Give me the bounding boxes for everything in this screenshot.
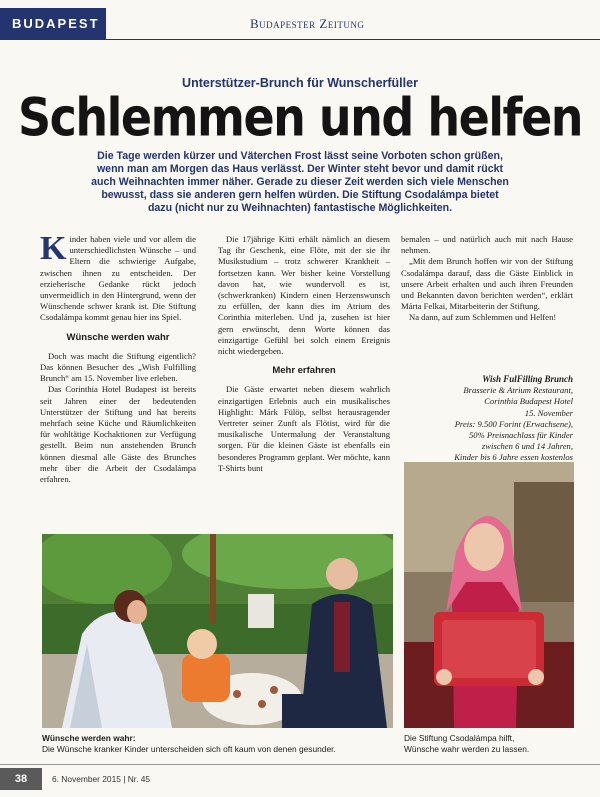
article-column-1	[40, 230, 196, 485]
caption-text: Die Wünsche kranker Kinder unterscheiden sich oft kaum von denen gesunder.	[42, 743, 336, 754]
paragraph: Doch was macht die Stiftung eigentlich? Das können Besucher des „Wish Fulfilling Brunch“ am 15. November live erleben.	[40, 350, 196, 384]
photo-girl-illustration	[404, 462, 574, 728]
photo-caption-1	[42, 733, 392, 754]
article-headline: Schlemmen und helfen	[17, 86, 583, 149]
paragraph: Die 17jährige Kitti erhält nämlich an diesem Tag ihr Geschenk, eine Flöte, mit der sie ihr Musikstudium – trotz schwerer Krankheit – fortsetzen kann. Wer bisher keine Vorstellung davon hat, wie wundervoll es ist, (schwerkranken) Kindern einen Herzenswunsch zu erfüllen, der kann dies im Atrium des Corinthia miterleben. Und ja, zusehen ist hier gern erwünscht, denn Worte können das einzigartige Gefühl bei solch einem Ereignis nicht wiedergeben.	[218, 234, 390, 357]
article-kicker: Unterstützer-Brunch für Wunscherfüller	[182, 76, 418, 90]
event-hotel: Corinthia Budapest Hotel	[484, 396, 573, 407]
subheading: Mehr erfahren	[272, 365, 336, 377]
newspaper-name: Budapester Zeitung	[250, 16, 365, 31]
page-number: 38	[0, 768, 42, 790]
photo-brunch-garden	[42, 534, 393, 728]
photo-brunch-garden-illustration	[42, 534, 393, 728]
drop-cap: K	[40, 230, 67, 267]
paragraph: inder haben viele und vor allem die unterschiedlichsten Wünsche – und Eltern die schwierige Aufgabe, zwischen ihnen zu entscheiden. Der erzieherische Gedanke rückt jedoch unvermeidlich in den Hintergrund, wenn der Wünschende schwer krank ist. Die Stiftung Csodalámpa kommt genau hier ins Spiel.	[40, 234, 196, 323]
paragraph: „Mit dem Brunch hoffen wir von der Stiftung Csodalámpa darauf, dass die Gäste Einblick in unsere Arbeit erhalten und auch ihren Freunden und Bekannten davon berichten werden“, erklärt Márta Felkai, Mitarbeiterin der Stiftung.	[401, 256, 573, 312]
event-date: 15. November	[524, 407, 573, 418]
article-column-3	[401, 234, 573, 324]
section-label: BUDAPEST	[0, 8, 106, 40]
caption-title: Wünsche werden wahr:	[42, 733, 136, 743]
photo-caption-2	[404, 733, 574, 754]
event-price: Preis: 9.500 Forint (Erwachsene),	[454, 418, 573, 429]
subheading: Wünsche werden wahr	[66, 331, 170, 343]
header-rule	[106, 39, 600, 40]
paragraph: Na dann, auf zum Schlemmen und Helfen!	[409, 312, 557, 323]
event-free-note: Kinder bis 6 Jahre essen kostenlos	[454, 452, 573, 463]
event-discount: 50% Preisnachlass für Kinder	[469, 430, 573, 441]
event-info-box	[401, 374, 573, 475]
event-venue: Brasserie & Atrium Restaurant,	[463, 385, 573, 396]
event-discount-age: zwischen 6 und 14 Jahren,	[481, 441, 573, 452]
paragraph: Das Corinthia Hotel Budapest ist bereits seit Jahren einer der bedeutenden Unterstützer der Stiftung und hat bereits mehrfach seine Küche und Räumlichkeiten für wohltätige Kochaktionen zur Verfügung gestellt. Beim nun anstehenden Brunch können diesmal alle Gäste des Brunches mehr über die Arbeit der Csodalámpa erfahren.	[40, 384, 196, 485]
event-title: Wish FulFilling Brunch	[482, 374, 573, 384]
caption-line: Wünsche wahr werden zu lassen.	[404, 743, 530, 754]
issue-info: 6. November 2015 | Nr. 45	[52, 774, 151, 784]
article-column-2	[218, 234, 390, 474]
footer-rule	[0, 764, 600, 765]
photo-girl-with-laptop	[404, 462, 574, 728]
article-lead: Die Tage werden kürzer und Väterchen Frost lässt seine Vorboten schon grüßen, wenn man am Morgen das Haus verlässt. Der Winter steht bevor und damit rückt auch Weihnachten immer näher. Gerade zu dieser Zeit werden sich viele Menschen bewusst, dass sie anderen gern helfen würden. Die Stiftung Csodalámpa bietet dazu (nicht nur zu Weihnachten) fantastische Möglichkeiten.	[91, 150, 509, 214]
caption-line: Die Stiftung Csodalámpa hilft,	[404, 733, 515, 743]
page-header	[0, 0, 600, 44]
paragraph: Die Gäste erwartet neben diesem wahrlich einzigartigen Erlebnis auch ein musikalisches Highlight: Márk Fülöp, selbst herausragender Vertreter seiner Zunft als Flötist, wird für die musikalische Untermalung der Veranstaltung sorgen. Für die kleinen Gäste ist ebenfalls ein besonderes Programm geplant. Wer möchte, kann T-Shirts bunt	[218, 384, 390, 473]
paragraph: bemalen – und natürlich auch mit nach Hause nehmen.	[401, 234, 573, 256]
